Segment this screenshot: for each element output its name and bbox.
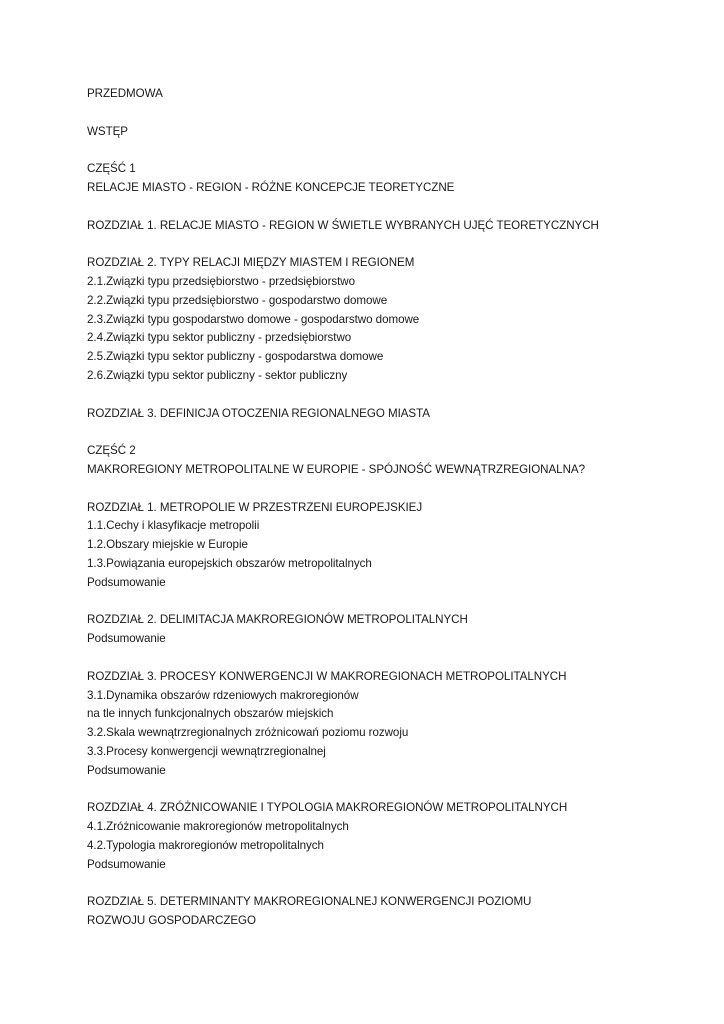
toc-entry: na tle innych funkcjonalnych obszarów miejskich [87,707,334,721]
toc-entry: 2.5.Związki typu sektor publiczny - gospodarstwa domowe [87,350,384,364]
toc-entry: 2.6.Związki typu sektor publiczny - sektor publiczny [87,368,348,382]
toc-entry: 2.4.Związki typu sektor publiczny - przedsiębiorstwo [87,331,352,345]
spacer [87,423,687,442]
spacer [87,780,687,799]
toc-summary: Podsumowanie [87,857,166,871]
intro-heading: WSTĘP [87,124,128,138]
toc-entry: 2.2.Związki typu przedsiębiorstwo - gospodarstwo domowe [87,293,388,307]
spacer [87,141,687,160]
part1-chapter1-title: ROZDZIAŁ 1. RELACJE MIASTO - REGION W ŚWIETLE WYBRANYCH UJĘĆ TEORETYCZNYCH [87,218,599,232]
part2-chapter4-title: ROZDZIAŁ 4. ZRÓŻNICOWANIE I TYPOLOGIA MAKROREGIONÓW METROPOLITALNYCH [87,801,568,815]
toc-summary: Podsumowanie [87,632,166,646]
toc-entry: 4.1.Zróżnicowanie makroregionów metropolitalnych [87,820,349,834]
toc-entry: 1.2.Obszary miejskie w Europie [87,538,248,552]
toc-entry: 1.1.Cechy i klasyfikacje metropolii [87,519,260,533]
spacer [87,104,687,123]
toc-entry: 4.2.Typologia makroregionów metropolitalnych [87,838,324,852]
spacer [87,386,687,405]
spacer [87,235,687,254]
part1-title: RELACJE MIASTO - REGION - RÓŻNE KONCEPCJE TEORETYCZNE [87,180,455,194]
toc-summary: Podsumowanie [87,575,166,589]
toc-entry: 3.2.Skala wewnątrzregionalnych zróżnicowań poziomu rozwoju [87,726,409,740]
part2-label: CZĘŚĆ 2 [87,444,136,458]
spacer [87,593,687,612]
part2-title: MAKROREGIONY METROPOLITALNE W EUROPIE - SPÓJNOŚĆ WEWNĄTRZREGIONALNA? [87,462,585,476]
part1-chapter3-title: ROZDZIAŁ 3. DEFINICJA OTOCZENIA REGIONALNEGO MIASTA [87,406,430,420]
spacer [87,198,687,217]
part2-chapter1-title: ROZDZIAŁ 1. METROPOLIE W PRZESTRZENI EUROPEJSKIEJ [87,500,423,514]
table-of-contents [87,85,687,931]
part2-chapter2-title: ROZDZIAŁ 2. DELIMITACJA MAKROREGIONÓW METROPOLITALNYCH [87,613,468,627]
spacer [87,874,687,893]
toc-entry: 2.1.Związki typu przedsiębiorstwo - przedsiębiorstwo [87,274,356,288]
toc-summary: Podsumowanie [87,763,166,777]
part1-label: CZĘŚĆ 1 [87,162,136,176]
part1-chapter2-title: ROZDZIAŁ 2. TYPY RELACJI MIĘDZY MIASTEM I REGIONEM [87,256,415,270]
toc-entry: 1.3.Powiązania europejskich obszarów metropolitalnych [87,556,372,570]
toc-entry: 2.3.Związki typu gospodarstwo domowe - gospodarstwo domowe [87,312,420,326]
preface-heading: PRZEDMOWA [87,87,163,100]
spacer [87,649,687,668]
toc-entry: 3.1.Dynamika obszarów rdzeniowych makroregionów [87,688,359,702]
part2-chapter3-title: ROZDZIAŁ 3. PROCESY KONWERGENCJI W MAKROREGIONACH METROPOLITALNYCH [87,669,567,683]
toc-entry: 3.3.Procesy konwergencji wewnątrzregionalnej [87,744,326,758]
part2-chapter5-title: ROZDZIAŁ 5. DETERMINANTY MAKROREGIONALNEJ KONWERGENCJI POZIOMU ROZWOJU GOSPODARCZEGO [87,895,532,928]
spacer [87,480,687,499]
